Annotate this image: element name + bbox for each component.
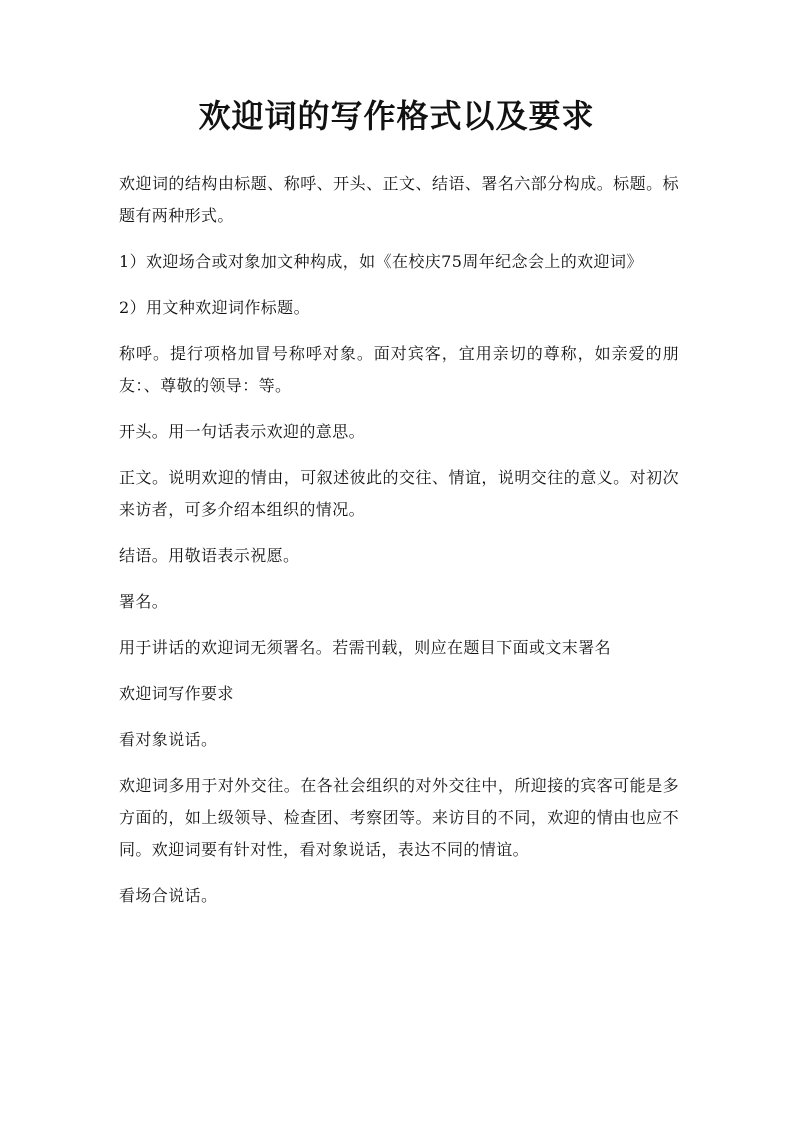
paragraph-audience-body: 欢迎词多用于对外交往。在各社会组织的对外交往中，所迎接的宾客可能是多方面的，如上级领导、检查团、考察团等。来访目的不同，欢迎的情由也应不同。欢迎词要有针对性，看对象说话，表达不同的情谊。 [119, 776, 679, 859]
paragraph-opening: 开头。用一句话表示欢迎的意思。 [119, 422, 366, 441]
paragraph-salutation: 称呼。提行项格加冒号称呼对象。面对宾客，宜用亲切的尊称，如亲爱的朋友：、尊敬的领导：等。 [119, 344, 679, 395]
paragraph-closing: 结语。用敬语表示祝愿。 [119, 546, 300, 565]
paragraph-signature-note: 用于讲话的欢迎词无须署名。若需刊载，则应在题目下面或文末署名 [119, 638, 612, 657]
paragraph-main-body: 正文。说明欢迎的情由，可叙述彼此的交往、情谊，说明交往的意义。对初次来访者，可多介绍本组织的情况。 [119, 468, 679, 519]
paragraph-structure: 欢迎词的结构由标题、称呼、开头、正文、结语、署名六部分构成。标题。标题有两种形式。 [119, 174, 679, 225]
paragraph-title-form-2: 2）用文种欢迎词作标题。 [119, 298, 310, 317]
document-body [119, 168, 679, 926]
paragraph-signature: 署名。 [119, 592, 169, 611]
paragraph-requirements-heading: 欢迎词写作要求 [119, 684, 234, 703]
paragraph-occasion-heading: 看场合说话。 [119, 886, 218, 905]
paragraph-title-form-1: 1）欢迎场合或对象加文种构成，如《在校庆75周年纪念会上的欢迎词》 [119, 252, 643, 271]
paragraph-audience-heading: 看对象说话。 [119, 730, 218, 749]
document-title: 欢迎词的写作格式以及要求 [198, 97, 595, 135]
